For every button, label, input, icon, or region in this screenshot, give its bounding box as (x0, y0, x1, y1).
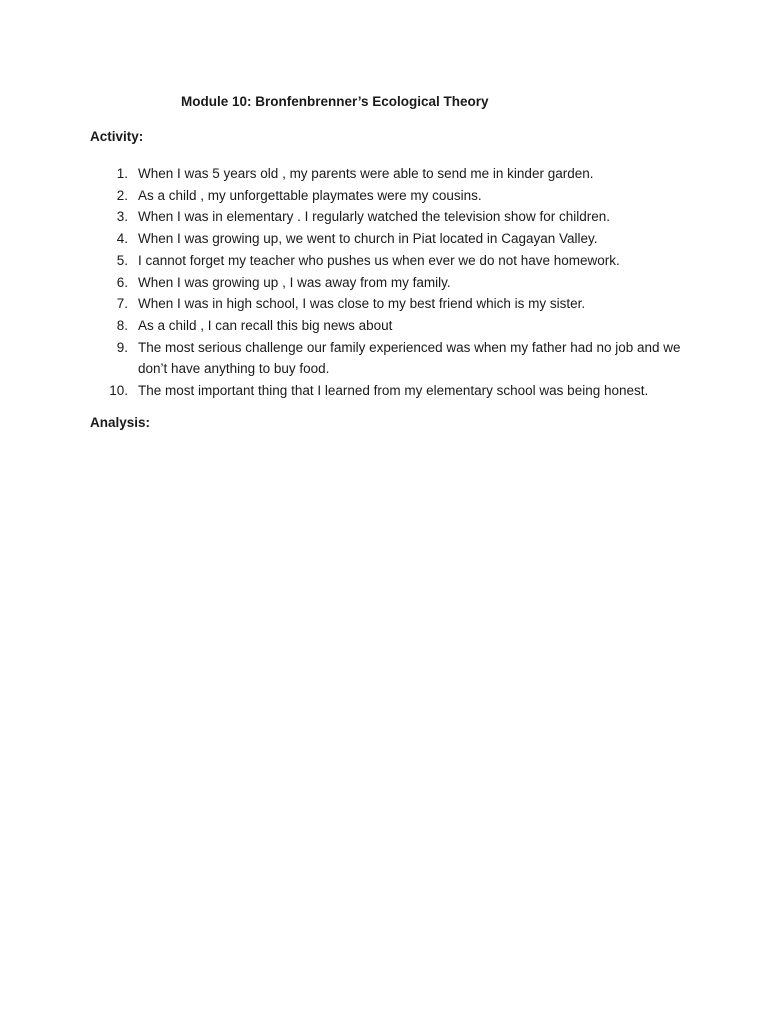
list-item (90, 206, 690, 228)
list-item (90, 293, 690, 315)
list-item (90, 380, 690, 402)
analysis-heading: Analysis: (90, 415, 151, 430)
item-number: 1. (116, 166, 128, 181)
item-text: As a child , my unforgettable playmates were my cousins. (138, 187, 482, 203)
item-number: 2. (116, 187, 128, 203)
list-item (90, 272, 690, 294)
item-text: When I was 5 years old , my parents were able to send me in kinder garden. (138, 166, 594, 181)
item-text: The most important thing that I learned from my elementary school was being honest. (138, 383, 649, 399)
item-text: When I was growing up , I was away from my family. (138, 274, 451, 290)
list-item (90, 315, 690, 337)
activity-heading: Activity: (90, 129, 144, 144)
item-text: When I was in elementary . I regularly watched the television show for children. (138, 209, 610, 225)
list-item (90, 337, 690, 380)
item-number: 9. (116, 339, 128, 355)
item-number: 8. (116, 317, 128, 333)
item-number: 5. (116, 252, 128, 268)
item-text: As a child , I can recall this big news about (138, 317, 393, 333)
item-number: 10. (109, 383, 128, 399)
activity-list (90, 163, 690, 402)
item-number: 3. (116, 209, 128, 225)
item-text: The most serious challenge our family experienced was when my father had no job and we don’t have anything to buy food. (138, 339, 681, 377)
item-text: When I was in high school, I was close to my best friend which is my sister. (138, 296, 586, 312)
list-item (90, 163, 690, 185)
item-text: I cannot forget my teacher who pushes us when ever we do not have homework. (138, 252, 620, 268)
list-item (90, 185, 690, 207)
item-text: When I was growing up, we went to church in Piat located in Cagayan Valley. (138, 231, 598, 247)
module-title: Module 10: Bronfenbrenner’s Ecological Theory (181, 94, 489, 109)
item-number: 7. (116, 296, 128, 312)
list-item (90, 250, 690, 272)
item-number: 4. (116, 231, 128, 247)
item-number: 6. (116, 274, 128, 290)
list-item (90, 228, 690, 250)
